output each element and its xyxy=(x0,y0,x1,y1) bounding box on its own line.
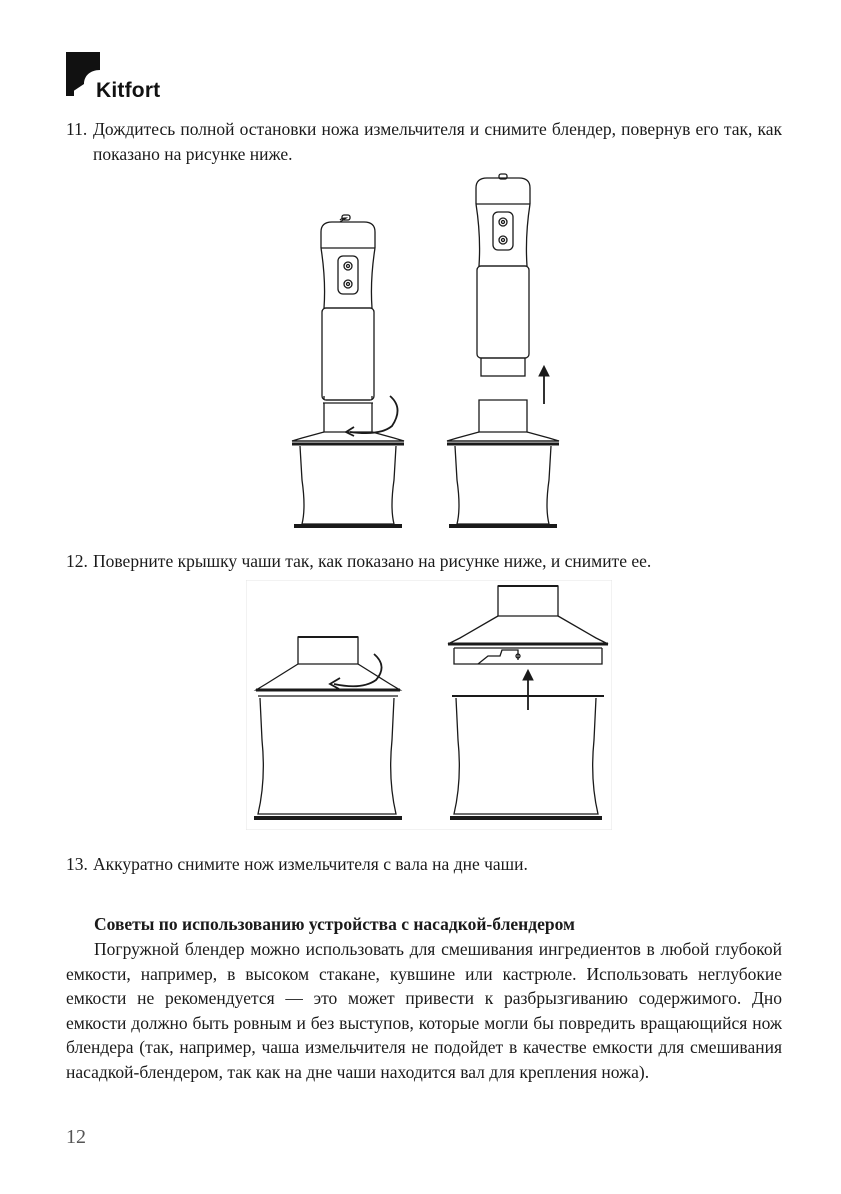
lid-lifted-drawing xyxy=(448,586,608,818)
step-text: Поверните крышку чаши так, как показано на рисунке ниже, и снимите ее. xyxy=(93,551,652,571)
page-number: 12 xyxy=(66,1126,86,1148)
remove-blender-figure xyxy=(280,170,580,532)
section-title: Советы по использованию устройства с насадкой-блендером xyxy=(94,914,575,934)
blender-lifted-drawing xyxy=(447,174,559,526)
remove-lid-figure xyxy=(246,580,612,830)
bowl-with-lid-drawing xyxy=(254,637,402,818)
section-body: Погружной блендер можно использовать для смешивания ингредиентов в любой глубокой емкости, например, в высоком стакане, кувшине или кастрюле. Использовать неглубокие емкости не рекомендуется — это может привести к разбрызгиванию содержимого. Дно емкости должно быть ровным и без выступов, которые могли бы повредить вращающийся нож блендера (так, например, чаша измельчителя не подойдет в качестве емкости для смешивания насадкой-блендером, так как на дне чаши находится вал для крепления ножа). xyxy=(66,939,782,1082)
up-arrow-icon xyxy=(539,366,549,404)
step-text: Аккуратно снимите нож измельчителя с вала на дне чаши. xyxy=(93,854,528,874)
rotate-arrow-icon xyxy=(350,396,398,433)
blender-on-chopper-drawing xyxy=(292,215,404,526)
step-11 xyxy=(66,117,782,167)
brand-logo xyxy=(66,52,186,102)
step-13 xyxy=(66,852,782,877)
step-number: 12. xyxy=(66,551,88,571)
step-text: Дождитесь полной остановки ножа измельчителя и снимите блендер, повернув его так, как показано на рисунке ниже. xyxy=(93,119,782,164)
up-arrow-icon xyxy=(523,670,533,710)
brand-name: Kitfort xyxy=(96,79,161,102)
step-number: 13. xyxy=(66,854,88,874)
step-number: 11. xyxy=(66,119,88,139)
step-12 xyxy=(66,549,782,574)
